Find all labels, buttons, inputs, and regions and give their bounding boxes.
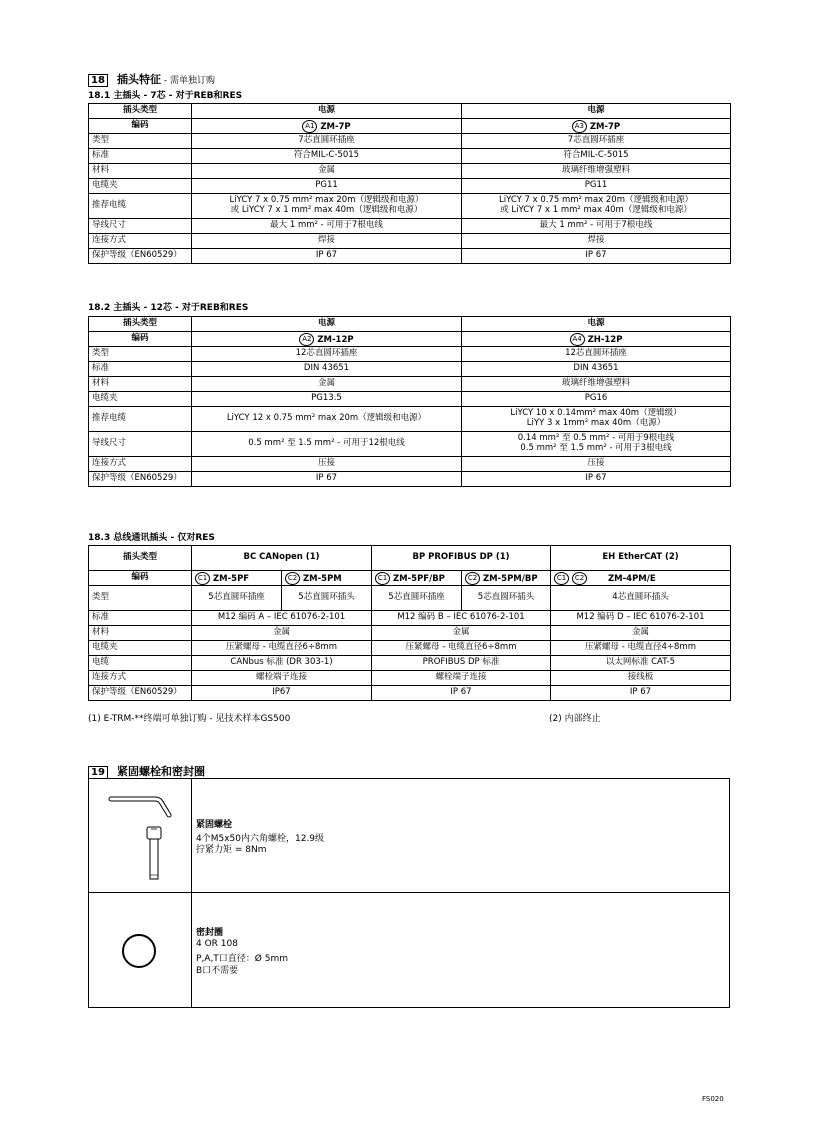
code-row bbox=[89, 571, 731, 586]
row-label: 导线尺寸 bbox=[89, 432, 192, 457]
table-row bbox=[89, 392, 731, 407]
section-subtitle: - 需单独订购 bbox=[161, 76, 215, 86]
row-label: 电缆夹 bbox=[89, 392, 192, 407]
cell: 最大 1 mm² - 可用于7根电线 bbox=[192, 219, 462, 234]
cell: 7芯直圆环插座 bbox=[462, 134, 731, 149]
accessories-box bbox=[88, 778, 730, 1008]
code-cell bbox=[462, 332, 731, 347]
divider bbox=[191, 779, 192, 1007]
code-cell bbox=[372, 571, 462, 586]
code-value: ZM-7P bbox=[589, 121, 621, 132]
code-value: ZM-5PF/BP bbox=[393, 573, 445, 584]
code-row bbox=[89, 332, 731, 347]
footnote-1: (1) E-TRM-**终端可单独订购 - 见技术样本GS500 bbox=[88, 714, 291, 724]
code-value: ZM-5PF bbox=[213, 573, 250, 584]
code-cell bbox=[551, 571, 731, 586]
code-cell bbox=[282, 571, 372, 586]
header-cell: 插头类型 bbox=[89, 546, 192, 571]
code-cell bbox=[462, 119, 731, 134]
cell-line: 或 LiYCY 7 x 1 mm² max 40m（逻辑级和电源） bbox=[500, 205, 692, 215]
table-header-row bbox=[89, 546, 731, 571]
code-value: ZM-5PM bbox=[303, 573, 342, 584]
cell: 12芯直圆环插座 bbox=[462, 347, 731, 362]
cell: 压接 bbox=[462, 457, 731, 472]
table-row bbox=[89, 457, 731, 472]
table-18-1 bbox=[88, 103, 731, 264]
section-18-header bbox=[88, 68, 215, 87]
cell: 5芯直圆环插头 bbox=[282, 586, 372, 611]
cell: IP 67 bbox=[551, 686, 731, 701]
cell bbox=[192, 194, 462, 219]
cell: 4芯直圆环插头 bbox=[551, 586, 731, 611]
cell-line: LiYCY 7 x 0.75 mm² max 20m（逻辑级和电源） bbox=[229, 195, 424, 206]
cell: IP 67 bbox=[462, 249, 731, 264]
cell: 焊接 bbox=[192, 234, 462, 249]
cell: 12芯直圆环插座 bbox=[192, 347, 462, 362]
code-cell bbox=[192, 119, 462, 134]
cell: 金属 bbox=[551, 626, 731, 641]
table-row bbox=[89, 249, 731, 264]
cell: IP 67 bbox=[192, 249, 462, 264]
cell: LiYCY 12 x 0.75 mm² max 20m（逻辑级和电源） bbox=[192, 407, 462, 432]
code-badge: C2 bbox=[572, 572, 587, 585]
header-cell: 编码 bbox=[89, 332, 192, 347]
header-cell: 电源 bbox=[192, 104, 462, 119]
cell-line: 0.14 mm² 至 0.5 mm² - 可用于9根电线 bbox=[517, 433, 675, 444]
table-row bbox=[89, 194, 731, 219]
table-row bbox=[89, 234, 731, 249]
cell: CANbus 标准 (DR 303-1) bbox=[192, 656, 372, 671]
cell: 螺栓端子连接 bbox=[192, 671, 372, 686]
header-cell: 插头类型 bbox=[89, 317, 192, 332]
section-number: 19 bbox=[88, 766, 108, 779]
row-label: 保护等级（EN60529） bbox=[89, 686, 192, 701]
table-18-3-heading: 18.3 总线通讯插头 - 仅对RES bbox=[88, 533, 215, 543]
table-row bbox=[89, 362, 731, 377]
table-row bbox=[89, 686, 731, 701]
hex-key-and-bolt-icon bbox=[99, 787, 185, 887]
cell: 5芯直圆环插座 bbox=[372, 586, 462, 611]
bolt-torque: 拧紧力矩 = 8Nm bbox=[196, 845, 267, 855]
row-label: 电缆夹 bbox=[89, 641, 192, 656]
cell: 压紧螺母 - 电缆直径6÷8mm bbox=[372, 641, 551, 656]
cell: 压接 bbox=[192, 457, 462, 472]
row-label: 连接方式 bbox=[89, 457, 192, 472]
page-code: FS020 bbox=[702, 1095, 724, 1103]
table-row bbox=[89, 179, 731, 194]
table-row bbox=[89, 149, 731, 164]
cell: 金属 bbox=[192, 626, 372, 641]
cell: 符合MIL-C-5015 bbox=[192, 149, 462, 164]
code-value: ZM-12P bbox=[317, 334, 354, 345]
cell: IP 67 bbox=[462, 472, 731, 487]
table-row bbox=[89, 432, 731, 457]
cell: 玻璃纤维增强塑料 bbox=[462, 377, 731, 392]
cell-line: 0.5 mm² 至 1.5 mm² - 可用于3根电线 bbox=[520, 443, 672, 453]
row-label: 推荐电缆 bbox=[89, 407, 192, 432]
cell: PG11 bbox=[462, 179, 731, 194]
cell: IP67 bbox=[192, 686, 372, 701]
row-label: 电缆夹 bbox=[89, 179, 192, 194]
cell: 接线板 bbox=[551, 671, 731, 686]
cell: DIN 43651 bbox=[462, 362, 731, 377]
header-cell: 编码 bbox=[89, 571, 192, 586]
table-18-3 bbox=[88, 545, 731, 701]
row-label: 连接方式 bbox=[89, 234, 192, 249]
table-row bbox=[89, 472, 731, 487]
header-cell: BC CANopen (1) bbox=[192, 546, 372, 571]
code-badge: C1 bbox=[375, 572, 390, 585]
table-row bbox=[89, 164, 731, 179]
section-title: 紧固螺栓和密封圈 bbox=[117, 765, 206, 778]
code-cell bbox=[192, 332, 462, 347]
table-row bbox=[89, 611, 731, 626]
cell: 5芯直圆环插头 bbox=[462, 586, 551, 611]
cell: 压紧螺母 - 电缆直径6÷8mm bbox=[192, 641, 372, 656]
seal-note: B口不需要 bbox=[196, 966, 239, 976]
code-badge: A4 bbox=[570, 333, 585, 346]
cell: PG11 bbox=[192, 179, 462, 194]
table-row bbox=[89, 671, 731, 686]
cell-line: 或 LiYCY 7 x 1 mm² max 40m（逻辑级和电源） bbox=[230, 205, 423, 215]
cell bbox=[462, 432, 731, 457]
section-19-header bbox=[88, 760, 205, 779]
row-label: 推荐电缆 bbox=[89, 194, 192, 219]
footnote-2: (2) 内部终止 bbox=[549, 714, 601, 724]
row-label: 标准 bbox=[89, 611, 192, 626]
table-18-1-heading: 18.1 主插头 - 7芯 - 对于REB和RES bbox=[88, 91, 243, 101]
code-badge: A1 bbox=[302, 120, 317, 133]
table-header-row bbox=[89, 104, 731, 119]
cell: 5芯直圆环插座 bbox=[192, 586, 282, 611]
code-value: ZM-4PM/E bbox=[608, 573, 656, 584]
row-label: 导线尺寸 bbox=[89, 219, 192, 234]
row-label: 标准 bbox=[89, 149, 192, 164]
bolt-spec: 4个M5x50内六角螺栓，12.9级 bbox=[196, 834, 325, 844]
table-18-2-heading: 18.2 主插头 - 12芯 - 对于REB和RES bbox=[88, 303, 249, 313]
header-cell: 电源 bbox=[462, 317, 731, 332]
cell-line: LiYCY 7 x 0.75 mm² max 20m（逻辑级和电源） bbox=[499, 195, 693, 206]
table-row bbox=[89, 377, 731, 392]
code-cell bbox=[462, 571, 551, 586]
cell: 玻璃纤维增强塑料 bbox=[462, 164, 731, 179]
code-row bbox=[89, 119, 731, 134]
cell: PG13.5 bbox=[192, 392, 462, 407]
table-18-2 bbox=[88, 316, 731, 487]
cell bbox=[462, 407, 731, 432]
table-row bbox=[89, 586, 731, 611]
code-value: ZM-7P bbox=[320, 121, 351, 132]
table-header-row bbox=[89, 317, 731, 332]
row-label: 材料 bbox=[89, 626, 192, 641]
code-cell bbox=[192, 571, 282, 586]
seal-diameter: P,A,T口直径：Ø 5mm bbox=[196, 954, 289, 964]
row-label: 材料 bbox=[89, 164, 192, 179]
cell-line: LiYY 3 x 1mm² max 40m（电源） bbox=[526, 418, 666, 428]
cell: 金属 bbox=[192, 164, 462, 179]
table-row bbox=[89, 656, 731, 671]
row-label: 材料 bbox=[89, 377, 192, 392]
header-cell: BP PROFIBUS DP (1) bbox=[372, 546, 551, 571]
cell: 焊接 bbox=[462, 234, 731, 249]
section-number: 18 bbox=[88, 74, 108, 87]
row-label: 电缆 bbox=[89, 656, 192, 671]
table-row bbox=[89, 347, 731, 362]
code-badge: C2 bbox=[285, 572, 300, 585]
code-badge: C2 bbox=[465, 572, 480, 585]
table-row bbox=[89, 641, 731, 656]
cell: IP 67 bbox=[192, 472, 462, 487]
row-label: 保护等级（EN60529） bbox=[89, 249, 192, 264]
code-value: ZH-12P bbox=[587, 334, 623, 345]
code-badge: A3 bbox=[572, 120, 587, 133]
table-row bbox=[89, 626, 731, 641]
row-label: 保护等级（EN60529） bbox=[89, 472, 192, 487]
cell: PG16 bbox=[462, 392, 731, 407]
seal-title: 密封圈 bbox=[196, 928, 224, 938]
bolt-title: 紧固螺栓 bbox=[196, 820, 233, 830]
header-cell: 编码 bbox=[89, 119, 192, 134]
cell: 符合MIL-C-5015 bbox=[462, 149, 731, 164]
code-badge: A2 bbox=[299, 333, 314, 346]
row-label: 类型 bbox=[89, 586, 192, 611]
row-label: 标准 bbox=[89, 362, 192, 377]
cell: 金属 bbox=[372, 626, 551, 641]
cell-line: LiYCY 10 x 0.14mm² max 40m（逻辑级） bbox=[510, 408, 682, 419]
o-ring-icon bbox=[119, 931, 159, 971]
cell: PROFIBUS DP 标准 bbox=[372, 656, 551, 671]
code-badge: C1 bbox=[554, 572, 569, 585]
cell: 金属 bbox=[192, 377, 462, 392]
seal-spec: 4 OR 108 bbox=[196, 939, 238, 949]
cell: 7芯直圆环插座 bbox=[192, 134, 462, 149]
row-label: 连接方式 bbox=[89, 671, 192, 686]
header-cell: 电源 bbox=[192, 317, 462, 332]
code-badge: C1 bbox=[195, 572, 210, 585]
cell: 压紧螺母 - 电缆直径4÷8mm bbox=[551, 641, 731, 656]
cell bbox=[462, 194, 731, 219]
table-row bbox=[89, 219, 731, 234]
table-row bbox=[89, 407, 731, 432]
header-cell: 插头类型 bbox=[89, 104, 192, 119]
cell: 0.5 mm² 至 1.5 mm² - 可用于12根电线 bbox=[192, 432, 462, 457]
cell: 最大 1 mm² - 可用于7根电线 bbox=[462, 219, 731, 234]
header-cell: EH EtherCAT (2) bbox=[551, 546, 731, 571]
code-value: ZM-5PM/BP bbox=[483, 573, 538, 584]
row-label: 类型 bbox=[89, 134, 192, 149]
divider bbox=[89, 892, 729, 893]
cell: M12 编码 D – IEC 61076-2-101 bbox=[551, 611, 731, 626]
row-label: 类型 bbox=[89, 347, 192, 362]
cell: M12 编码 B – IEC 61076-2-101 bbox=[372, 611, 551, 626]
cell: DIN 43651 bbox=[192, 362, 462, 377]
cell: 以太网标准 CAT-5 bbox=[551, 656, 731, 671]
cell: IP 67 bbox=[372, 686, 551, 701]
section-title: 插头特征 bbox=[117, 73, 162, 86]
header-cell: 电源 bbox=[462, 104, 731, 119]
cell: 螺栓端子连接 bbox=[372, 671, 551, 686]
table-row bbox=[89, 134, 731, 149]
cell: M12 编码 A – IEC 61076-2-101 bbox=[192, 611, 372, 626]
